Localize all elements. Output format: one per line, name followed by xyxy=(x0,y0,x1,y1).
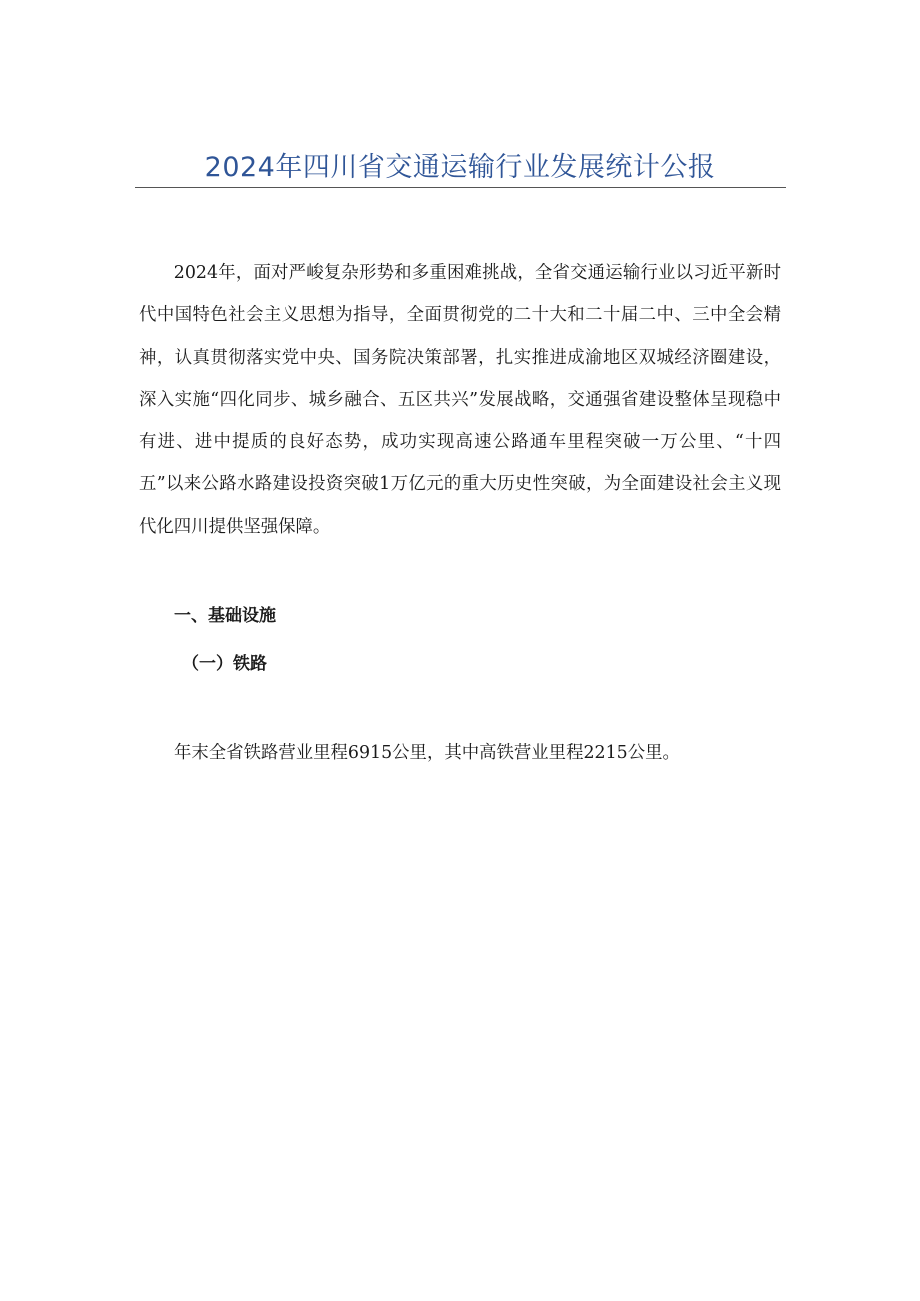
document-title: 2024年四川省交通运输行业发展统计公报 xyxy=(204,152,716,183)
subsection-heading-railway: （一）铁路 xyxy=(182,654,267,674)
railway-paragraph: 年末全省铁路营业里程6915公里，其中高铁营业里程2215公里。 xyxy=(174,743,680,763)
intro-paragraph: 2024年，面对严峻复杂形势和多重困难挑战，全省交通运输行业以习近平新时代中国特色社会主义思想为指导，全面贯彻党的二十大和二十届二中、三中全会精神，认真贯彻落实党中央、国务院决策部署，扎实推进成渝地区双城经济圈建设，深入实施“四化同步、城乡融合、五区共兴”发展战略，交通强省建设整体呈现稳中有进、进中提质的良好态势，成功实现高速公路通车里程突破一万公里、“十四五”以来公路水路建设投资突破1万亿元的重大历史性突破，为全面建设社会主义现代化四川提供坚强保障。 xyxy=(139,263,781,537)
title-underline xyxy=(135,187,786,188)
section-heading-infrastructure: 一、基础设施 xyxy=(174,606,276,626)
